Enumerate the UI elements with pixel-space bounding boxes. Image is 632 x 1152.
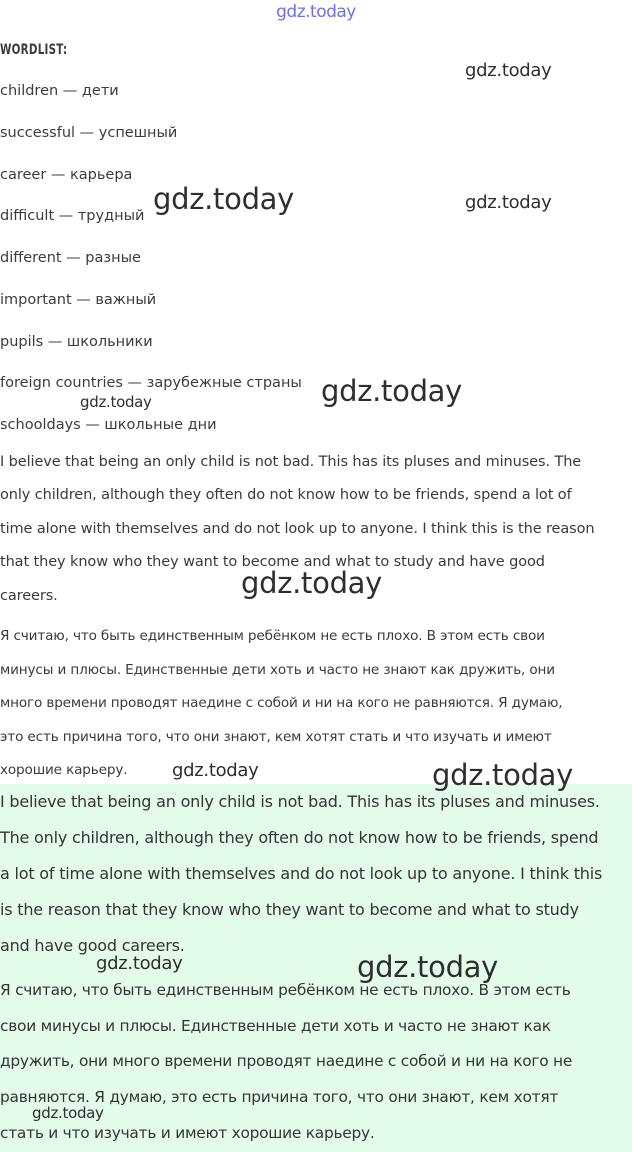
text-line: The only children, although they often do not know how to be friends, spend: [0, 828, 599, 847]
text-line: свои минусы и плюсы. Единственные дети хоть и часто не знают как: [0, 1016, 551, 1035]
watermark: gdz.today: [241, 566, 383, 600]
wordlist-item: schooldays — школьные дни: [0, 417, 217, 433]
text-line: много времени проводят наедине с собой и ни на кого не равняются. Я думаю,: [0, 695, 563, 712]
watermark: gdz.today: [465, 60, 552, 81]
wordlist-item: pupils — школьники: [0, 334, 153, 350]
watermark: gdz.today: [465, 192, 552, 213]
text-line: дружить, они много времени проводят наедине с собой и ни на кого не: [0, 1052, 573, 1071]
text-line: равняются. Я думаю, это есть причина того, что они знают, кем хотят: [0, 1088, 559, 1107]
wordlist-item: foreign countries — зарубежные страны: [0, 375, 302, 391]
watermark: gdz.today: [96, 953, 183, 974]
text-line: and have good careers.: [0, 936, 185, 955]
text-line: I believe that being an only child is not bad. This has its pluses and minuses. The: [0, 454, 582, 470]
watermark: gdz.today: [32, 1104, 104, 1122]
text-line: careers.: [0, 587, 58, 604]
site-logo[interactable]: gdz.today: [276, 2, 356, 22]
wordlist-item: difficult — трудный: [0, 208, 145, 224]
watermark: gdz.today: [321, 374, 463, 408]
text-line: time alone with themselves and do not look up to anyone. I think this is the reason: [0, 520, 595, 537]
watermark: gdz.today: [357, 950, 499, 984]
wordlist-item: children — дети: [0, 83, 119, 99]
wordlist-item: important — важный: [0, 292, 157, 308]
watermark: gdz.today: [153, 182, 295, 216]
wordlist-item: career — карьера: [0, 167, 133, 183]
text-line: a lot of time alone with themselves and do not look up to anyone. I think this: [0, 864, 603, 883]
watermark: gdz.today: [432, 758, 574, 792]
text-line: Я считаю, что быть единственным ребёнком не есть плохо. В этом есть: [0, 981, 571, 999]
text-line: минусы и плюсы. Единственные дети хоть и часто не знают как дружить, они: [0, 661, 555, 678]
wordlist-heading: WORDLIST:: [0, 42, 68, 58]
text-line: that they know who they want to become and what to study and have good: [0, 554, 545, 571]
text-line: это есть причина того, что они знают, кем хотят стать и что изучать и имеют: [0, 728, 552, 745]
text-line: is the reason that they know who they want to become and what to study: [0, 900, 579, 919]
text-line: стать и что изучать и имеют хорошие карьеру.: [0, 1123, 375, 1142]
text-line: Я считаю, что быть единственным ребёнком не есть плохо. В этом есть свои: [0, 628, 545, 644]
text-line: хорошие карьеру.: [0, 762, 128, 779]
answer-english-paragraph: [0, 784, 632, 964]
wordlist-item: successful — успешный: [0, 125, 178, 141]
text-line: only children, although they often do not know how to be friends, spend a lot of: [0, 487, 572, 504]
watermark: gdz.today: [80, 393, 152, 411]
wordlist-item: different — разные: [0, 250, 141, 266]
answer-russian-paragraph: [0, 973, 632, 1152]
watermark: gdz.today: [172, 760, 259, 781]
text-line: I believe that being an only child is not bad. This has its pluses and minuses.: [0, 792, 600, 811]
